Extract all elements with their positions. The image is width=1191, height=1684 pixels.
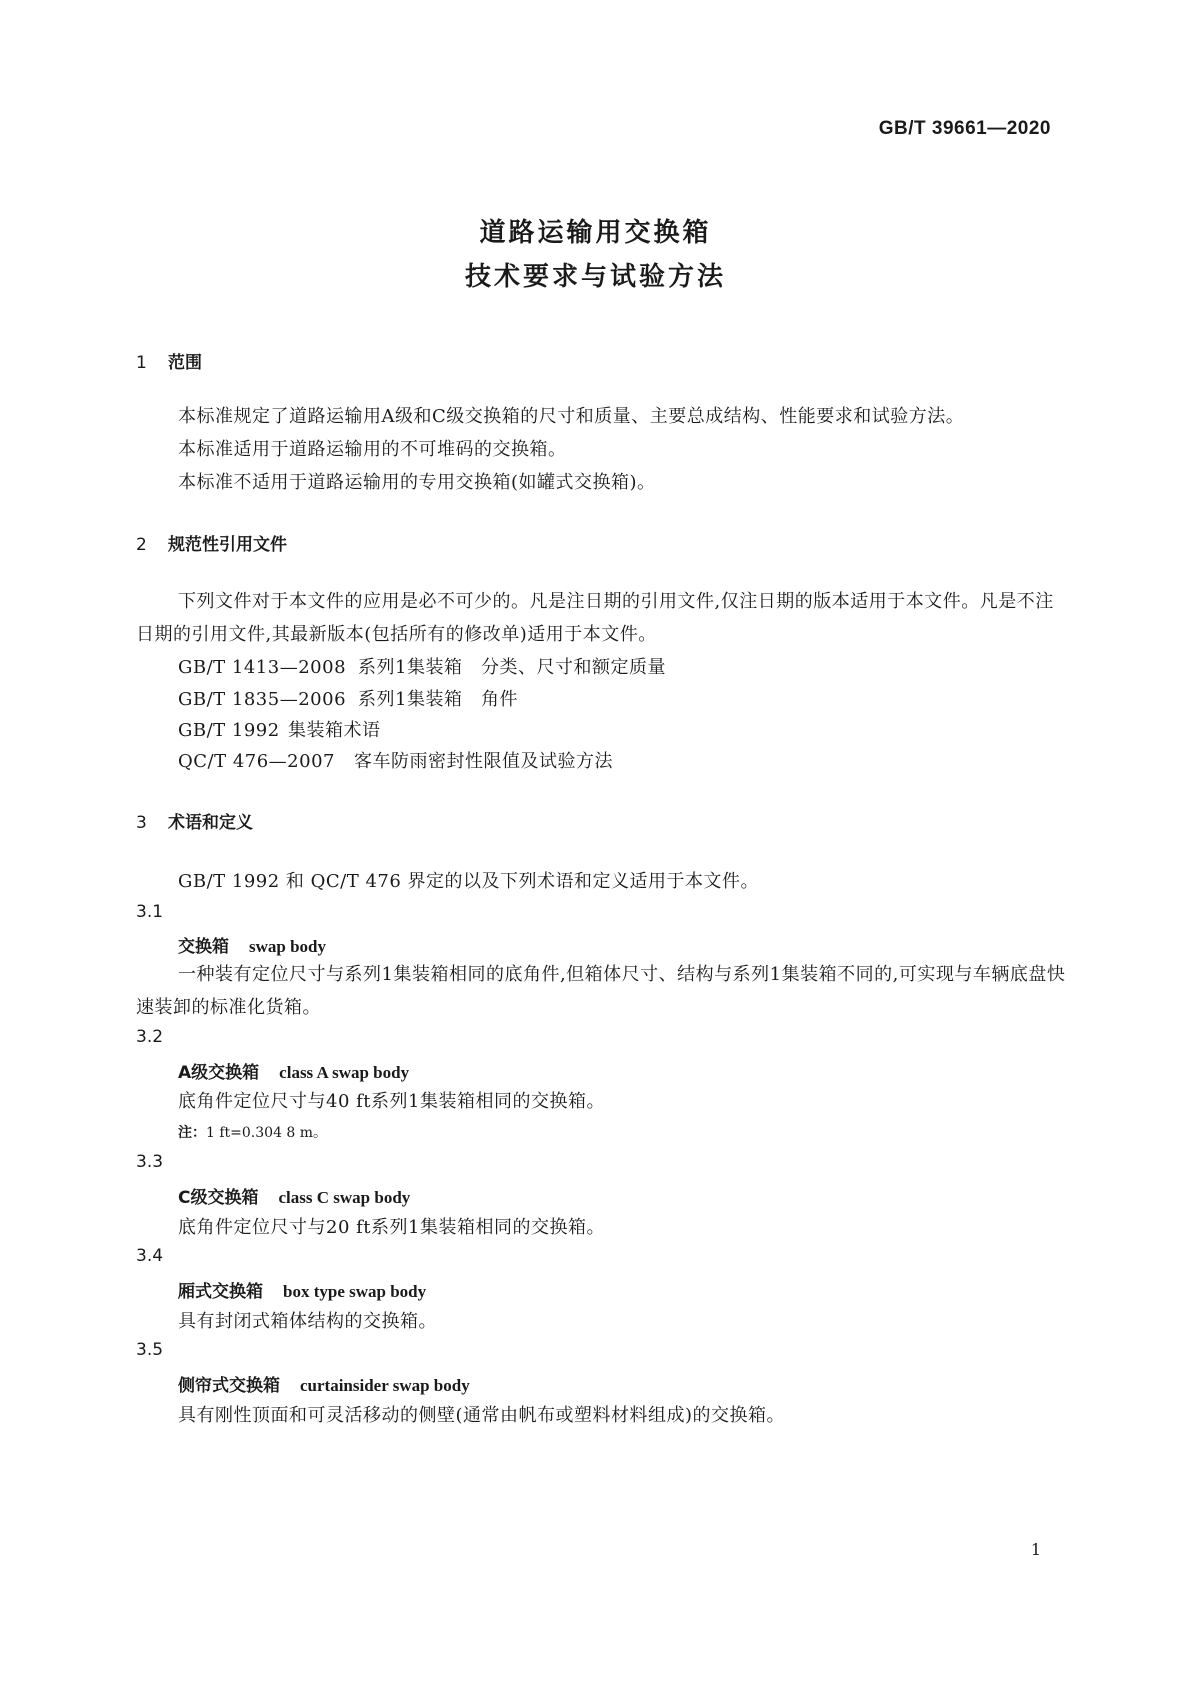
term-heading: [178, 1371, 470, 1396]
references-intro: 下列文件对于本文件的应用是必不可少的。凡是注日期的引用文件,仅注日期的版本适用于本文件。凡是不注日期的引用文件,其最新版本(包括所有的修改单)适用于本文件。: [136, 591, 1054, 645]
reference-item: [178, 716, 381, 742]
term-en: box type swap body: [283, 1282, 427, 1301]
term-number: 3.4: [136, 1246, 164, 1266]
section-title: 规范性引用文件: [168, 535, 287, 555]
term-cn: A级交换箱: [178, 1063, 260, 1083]
document-title-line2: 技术要求与试验方法: [464, 262, 726, 292]
reference-code: GB/T 1992: [178, 720, 280, 741]
reference-item: [178, 747, 613, 773]
term-definition: 具有封闭式箱体结构的交换箱。: [178, 1311, 437, 1332]
reference-code: GB/T 1835—2006: [178, 689, 347, 710]
term-en: class C swap body: [278, 1188, 411, 1207]
note-label: 注：: [178, 1125, 206, 1141]
term-number: 3.1: [136, 902, 164, 922]
reference-item: [178, 653, 666, 679]
term-number: 3.3: [136, 1152, 164, 1172]
section-3-heading: [136, 808, 253, 833]
term-cn: 交换箱: [178, 937, 229, 957]
term-cn: C级交换箱: [178, 1188, 259, 1208]
term-definition: 底角件定位尺寸与40 ft系列1集装箱相同的交换箱。: [178, 1091, 605, 1112]
note-text: 1 ft=0.304 8 m。: [206, 1125, 328, 1141]
scope-paragraph-1: 本标准规定了道路运输用A级和C级交换箱的尺寸和质量、主要总成结构、性能要求和试验方法。: [178, 406, 965, 427]
scope-paragraph-2: 本标准适用于道路运输用的不可堆码的交换箱。: [178, 439, 567, 460]
document-code: GB/T 39661—2020: [878, 118, 1051, 139]
reference-title: 客车防雨密封性限值及试验方法: [354, 751, 613, 772]
document-title-line1: 道路运输用交换箱: [479, 218, 712, 248]
reference-title: 系列1集装箱 角件: [358, 689, 518, 710]
section-number: 3: [136, 813, 147, 833]
reference-title: 系列1集装箱 分类、尺寸和额定质量: [358, 657, 666, 678]
section-number: 2: [136, 535, 147, 555]
reference-title: 集装箱术语: [288, 720, 381, 741]
term-en: swap body: [249, 937, 327, 956]
term-heading: [178, 1183, 410, 1208]
term-definition: 具有刚性顶面和可灵活移动的侧壁(通常由帆布或塑料材料组成)的交换箱。: [178, 1405, 786, 1426]
page-number: 1: [1030, 1540, 1041, 1559]
section-number: 1: [136, 353, 147, 373]
term-heading: [178, 1058, 409, 1083]
reference-code: QC/T 476—2007: [178, 751, 335, 772]
term-note: [178, 1122, 327, 1142]
terms-intro: GB/T 1992 和 QC/T 476 界定的以及下列术语和定义适用于本文件。: [178, 871, 760, 892]
scope-paragraph-3: 本标准不适用于道路运输用的专用交换箱(如罐式交换箱)。: [178, 472, 656, 493]
section-2-heading: [136, 530, 287, 555]
term-en: class A swap body: [279, 1063, 410, 1082]
section-1-heading: [136, 348, 202, 373]
reference-item: [178, 685, 518, 711]
section-title: 术语和定义: [168, 813, 253, 833]
term-heading: [178, 932, 326, 957]
term-cn: 厢式交换箱: [178, 1282, 263, 1302]
section-title: 范围: [168, 353, 202, 373]
term-heading: [178, 1277, 426, 1302]
term-definition: 底角件定位尺寸与20 ft系列1集装箱相同的交换箱。: [178, 1217, 605, 1238]
term-definition: 一种装有定位尺寸与系列1集装箱相同的底角件,但箱体尺寸、结构与系列1集装箱不同的,可实现与车辆底盘快速装卸的标准化货箱。: [136, 964, 1066, 1018]
term-cn: 侧帘式交换箱: [178, 1376, 280, 1396]
term-number: 3.2: [136, 1027, 164, 1047]
term-en: curtainsider swap body: [300, 1376, 470, 1395]
term-number: 3.5: [136, 1340, 164, 1360]
reference-code: GB/T 1413—2008: [178, 657, 347, 678]
